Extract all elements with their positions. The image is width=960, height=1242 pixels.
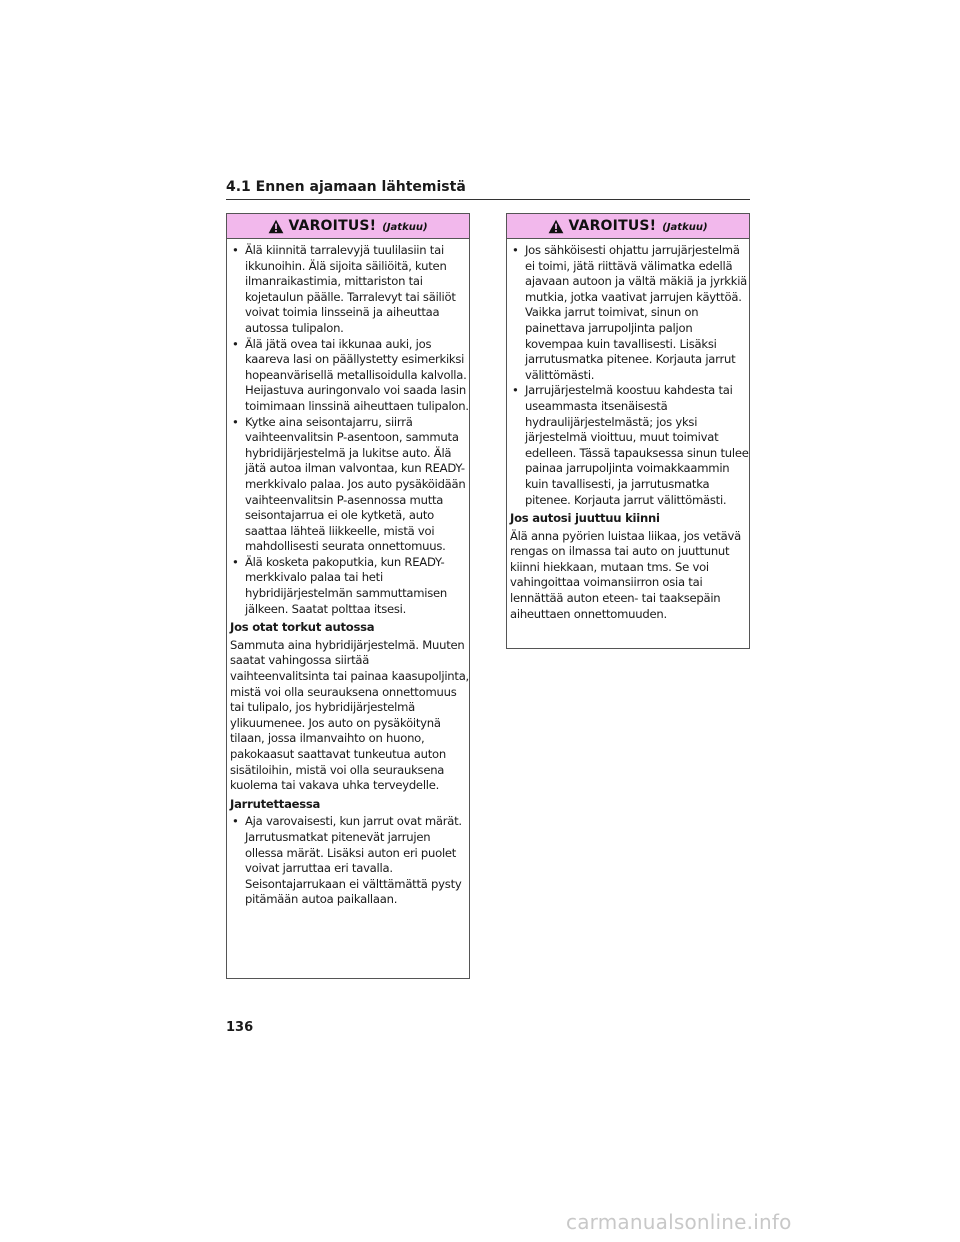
list-item: • Älä kosketa pakoputkia, kun READY-merkkivalo palaa tai heti hybridijärjestelmän sammuttamisen jälkeen. Saatat polttaa itsesi.: [232, 554, 448, 616]
list-item: • Älä kiinnitä tarralevyjä tuulilasiin tai ikkunoihin. Älä sijoita säiliöitä, kuten ilmanraikastimia, mittariston tai kojetaulun päälle. Tarralevyt tai säiliöt voivat toimia linsseinä ja aiheuttaa autossa tulipalon.: [232, 243, 456, 335]
list-item-text: Älä jätä ovea tai ikkunaa auki, jos kaareva lasi on päällystetty esimerkiksi hopeanvärisellä metallisoidulla kalvolla. Heijastuva auringonvalo voi saada lasin toimimaan linssinä aiheuttaen tulipalon.: [245, 336, 469, 413]
warning-icon: [548, 219, 564, 234]
list-item: • Jos sähköisesti ohjattu jarrujärjestelmä ei toimi, jätä riittävä välimatka edellä ajavaan autoon ja vältä mäkiä ja jyrkkiä mutkia, jotka vaativat jarrujen käyttöä. Vaikka jarrut toimivat, sinun on painettava jarrupoljinta paljon kovempaa kuin tavallisesti. Lisäksi jarrutusmatka pitenee. Korjauta jarrut välittömästi.: [512, 243, 748, 382]
warning-body: [507, 239, 749, 622]
list-item: • Aja varovaisesti, kun jarrut ovat märät. Jarrutusmatkat pitenevät jarrujen ollessa märät. Lisäksi auton eri puolet voivat jarruttaa eri tavalla. Seisontajarrukaan ei välttämättä pysty pitämään autoa paikallaan.: [232, 814, 462, 907]
list-item: • Älä jätä ovea tai ikkunaa auki, jos kaareva lasi on päällystetty esimerkiksi hopeanvärisellä metallisoidulla kalvolla. Heijastuva auringonvalo voi saada lasin toimimaan linssinä aiheuttaen tulipalon.: [232, 336, 469, 413]
warning-box-right: [506, 213, 750, 649]
page-number: 136: [226, 1020, 254, 1035]
list-item: • Jarrujärjestelmä koostuu kahdesta tai useammasta itsenäisestä hydraulijärjestelmästä; jos yksi järjestelmä vioittuu, muut toimivat edelleen. Tässä tapauksessa sinun tulee painaa jarrupoljinta voimakkaammin kuin tavallisesti, ja jarrutusmatka pitenee. Korjauta jarrut välittömästi.: [512, 383, 749, 507]
warning-box-header: [227, 214, 469, 239]
continued-label: (Jatkuu): [662, 222, 708, 233]
list-item-text: Aja varovaisesti, kun jarrut ovat märät. Jarrutusmatkat pitenevät jarrujen ollessa märät. Lisäksi auton eri puolet voivat jarruttaa eri tavalla. Seisontajarrukaan ei välttämättä pysty pitämään autoa paikallaan.: [245, 814, 462, 907]
list-item-text: Jarrujärjestelmä koostuu kahdesta tai useammasta itsenäisestä hydraulijärjestelmästä; jos yksi järjestelmä vioittuu, muut toimivat edelleen. Tässä tapauksessa sinun tulee painaa jarrupoljinta voimakkaammin kuin tavallisesti, ja jarrutusmatka pitenee. Korjauta jarrut välittömästi.: [525, 383, 749, 507]
paragraph: Älä anna pyörien luistaa liikaa, jos vetävä rengas on ilmassa tai auto on juuttunut kiinni hiekkaan, mutaan tms. Se voi vahingoittaa voimansiirron osia tai lennättää auton eteen- tai taaksepäin aiheuttaen onnettomuuden.: [510, 528, 741, 621]
list-item-text: Älä kosketa pakoputkia, kun READY-merkkivalo palaa tai heti hybridijärjestelmän sammuttamisen jälkeen. Saatat polttaa itsesi.: [245, 554, 448, 616]
section-divider: [226, 199, 750, 200]
section-header: 4.1 Ennen ajamaan lähtemistä: [226, 179, 466, 195]
list-item-text: Jos sähköisesti ohjattu jarrujärjestelmä ei toimi, jätä riittävä välimatka edellä ajavaan autoon ja vältä mäkiä ja jyrkkiä mutkia, jotka vaativat jarrujen käyttöä. Vaikka jarrut toimivat, sinun on painettava jarrupoljinta paljon kovempaa kuin tavallisesti. Lisäksi jarrutusmatka pitenee. Korjauta jarrut välittömästi.: [525, 243, 748, 382]
subheading: Jos autosi juuttuu kiinni: [510, 511, 660, 526]
warning-title: VAROITUS!: [568, 218, 657, 234]
subheading: Jos otat torkut autossa: [230, 620, 375, 635]
warning-body: [227, 239, 469, 908]
warning-title: VAROITUS!: [288, 218, 377, 234]
list-item: • Kytke aina seisontajarru, siirrä vaihteenvalitsin P-asentoon, sammuta hybridijärjestelmä ja lukitse auto. Älä jätä autoa ilman valvontaa, kun READY-merkkivalo palaa. Jos auto pysäköidään vaihteenvalitsin P-asennossa mutta seisontajarrua ei ole kytketä, auto saattaa lähteä liikkeelle, mistä voi mahdollisesti seurata onnettomuus.: [232, 414, 466, 554]
list-item-text: Älä kiinnitä tarralevyjä tuulilasiin tai ikkunoihin. Älä sijoita säiliöitä, kuten ilmanraikastimia, mittariston tai kojetaulun päälle. Tarralevyt tai säiliöt voivat toimia linsseinä ja aiheuttaa autossa tulipalon.: [245, 243, 456, 335]
warning-box-header: [507, 214, 749, 239]
continued-label: (Jatkuu): [382, 222, 428, 233]
list-item-text: Kytke aina seisontajarru, siirrä vaihteenvalitsin P-asentoon, sammuta hybridijärjestelmä ja lukitse auto. Älä jätä autoa ilman valvontaa, kun READY-merkkivalo palaa. Jos auto pysäköidään vaihteenvalitsin P-asennossa mutta seisontajarrua ei ole kytketä, auto saattaa lähteä liikkeelle, mistä voi mahdollisesti seurata onnettomuus.: [245, 414, 466, 554]
warning-icon: [268, 219, 284, 234]
watermark[interactable]: carmanualsonline.info: [566, 1210, 792, 1234]
subheading: Jarrutettaessa: [230, 796, 321, 811]
warning-box-left: [226, 213, 470, 979]
paragraph: Sammuta aina hybridijärjestelmä. Muuten saatat vahingossa siirtää vaihteenvalitsinta tai painaa kaasupoljinta, mistä voi olla seurauksena onnettomuus tai tulipalo, jos hybridijärjestelmä ylikuumenee. Jos auto on pysäköitynä tilaan, jossa ilmanvaihto on huono, pakokaasut saattavat tunkeutua auton sisätiloihin, mistä voi olla seurauksena kuolema tai vakava uhka terveydelle.: [230, 637, 469, 793]
